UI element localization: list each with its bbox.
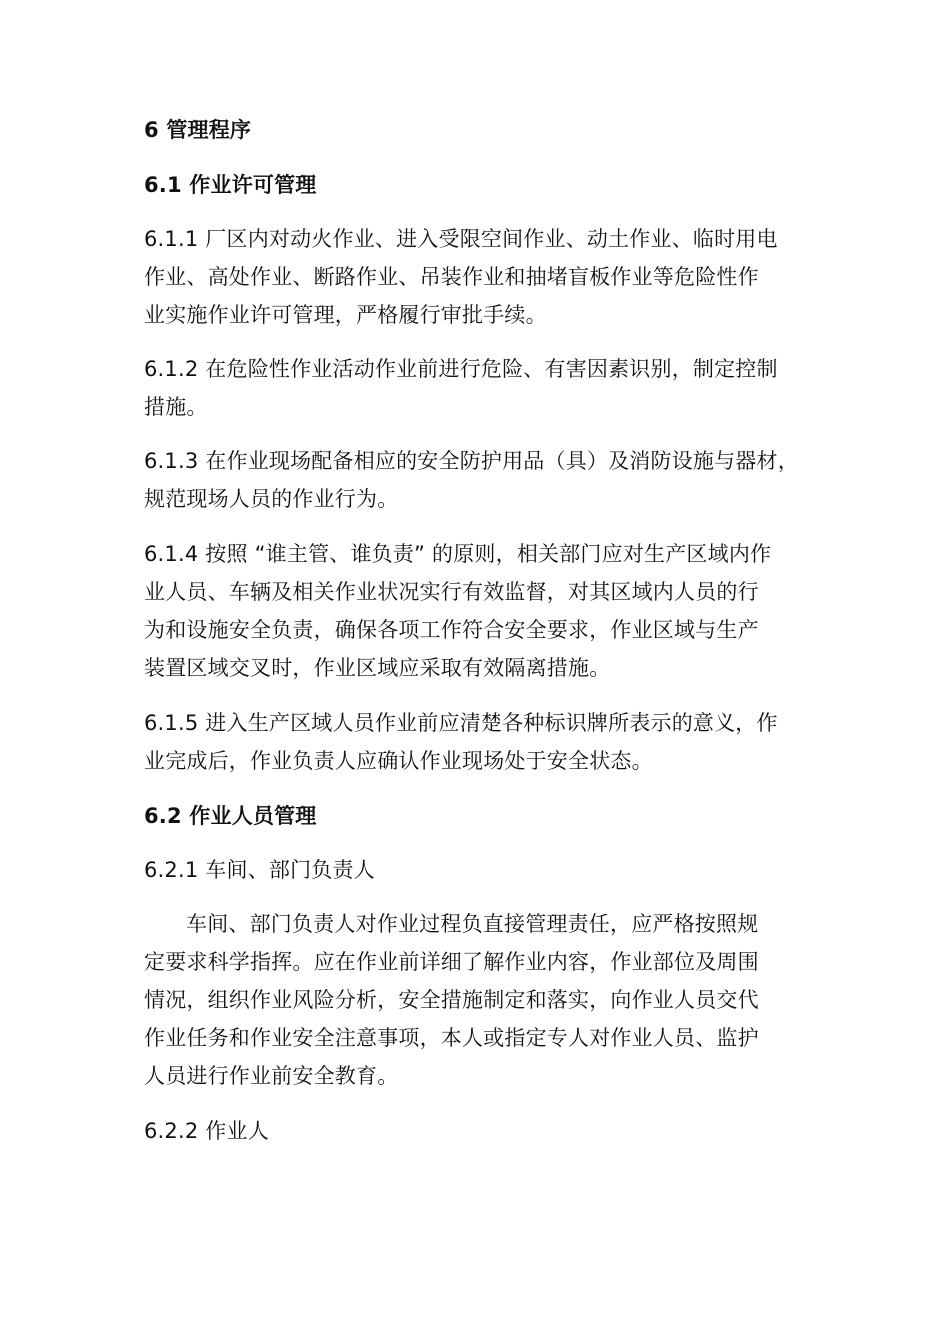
paragraph-6-1-5-line-1: 6.1.5 进入生产区域人员作业前应清楚各种标识牌所表示的意义，作	[144, 711, 778, 735]
paragraph-6-1-1-line-2: 作业、高处作业、断路作业、吊装作业和抽堵盲板作业等危险性作	[144, 265, 759, 289]
section-heading-6-2: 6.2 作业人员管理	[144, 804, 317, 828]
subheading-6-2-2: 6.2.2 作业人	[144, 1119, 269, 1143]
paragraph-6-2-1-line-1: 车间、部门负责人对作业过程负直接管理责任，应严格按照规	[186, 912, 759, 936]
paragraph-6-1-5-line-2: 业完成后，作业负责人应确认作业现场处于安全状态。	[144, 749, 653, 773]
paragraph-6-1-1-line-3: 业实施作业许可管理，严格履行审批手续。	[144, 303, 547, 327]
paragraph-6-1-1-line-1: 6.1.1 厂区内对动火作业、进入受限空间作业、动土作业、临时用电	[144, 227, 778, 251]
subheading-6-2-1: 6.2.1 车间、部门负责人	[144, 858, 375, 882]
paragraph-6-1-2-line-1: 6.1.2 在危险性作业活动作业前进行危险、有害因素识别，制定控制	[144, 357, 778, 381]
paragraph-6-1-4-line-1: 6.1.4 按照 “谁主管、谁负责” 的原则，相关部门应对生产区域内作	[144, 542, 772, 566]
paragraph-6-1-4-line-4: 装置区域交叉时，作业区域应采取有效隔离措施。	[144, 656, 611, 680]
section-heading-6-1: 6.1 作业许可管理	[144, 173, 317, 197]
paragraph-6-1-4-line-2: 业人员、车辆及相关作业状况实行有效监督，对其区域内人员的行	[144, 580, 759, 604]
paragraph-6-2-1-line-4: 作业任务和作业安全注意事项，本人或指定专人对作业人员、监护	[144, 1026, 759, 1050]
paragraph-6-2-1-line-3: 情况，组织作业风险分析，安全措施制定和落实，向作业人员交代	[144, 988, 759, 1012]
paragraph-6-1-4-line-3: 为和设施安全负责，确保各项工作符合安全要求，作业区域与生产	[144, 618, 759, 642]
paragraph-6-1-2-line-2: 措施。	[144, 395, 208, 419]
section-heading-6: 6 管理程序	[144, 118, 252, 142]
paragraph-6-2-1-line-2: 定要求科学指挥。应在作业前详细了解作业内容，作业部位及周围	[144, 950, 759, 974]
paragraph-6-1-3-line-1: 6.1.3 在作业现场配备相应的安全防护用品（具）及消防设施与器材，	[144, 449, 799, 473]
paragraph-6-1-3-line-2: 规范现场人员的作业行为。	[144, 487, 399, 511]
paragraph-6-2-1-line-5: 人员进行作业前安全教育。	[144, 1064, 399, 1088]
